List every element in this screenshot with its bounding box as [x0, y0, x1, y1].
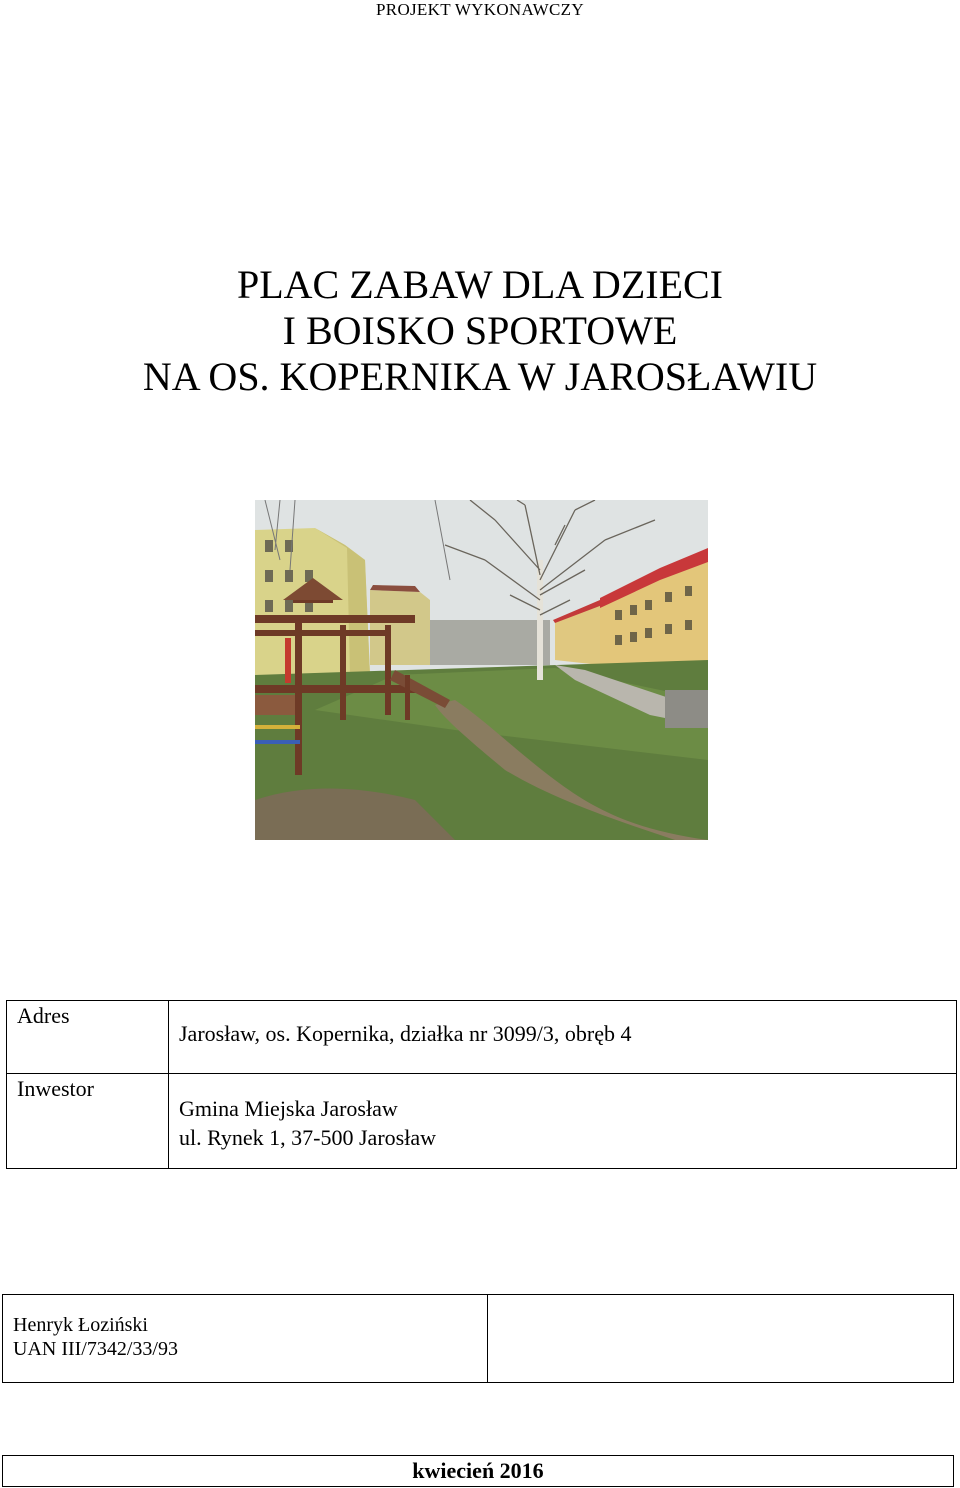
- investor-name: Gmina Miejska Jarosław: [179, 1096, 398, 1121]
- address-label: Adres: [7, 1001, 169, 1074]
- document-header: PROJEKT WYKONAWCZY: [376, 0, 584, 19]
- document-title: [0, 262, 960, 400]
- designer-license: UAN III/7342/33/93: [13, 1338, 178, 1360]
- designer-name: Henryk Łoziński: [13, 1314, 148, 1336]
- title-line-3: NA OS. KOPERNIKA W JAROSŁAWIU: [142, 354, 818, 399]
- document-date: kwiecień 2016: [2, 1455, 954, 1487]
- investor-value: [169, 1074, 957, 1169]
- title-line-1: PLAC ZABAW DLA DZIECI: [236, 262, 724, 307]
- playground-photo: [255, 500, 708, 840]
- designer-cell: [3, 1295, 488, 1383]
- signature-table: [2, 1294, 954, 1383]
- info-table: [6, 1000, 957, 1169]
- signature-cell: [488, 1295, 954, 1383]
- investor-address: ul. Rynek 1, 37-500 Jarosław: [179, 1125, 436, 1150]
- investor-label: Inwestor: [7, 1074, 169, 1169]
- title-line-2: I BOISKO SPORTOWE: [282, 308, 678, 353]
- address-value: Jarosław, os. Kopernika, działka nr 3099/3, obręb 4: [169, 1001, 957, 1074]
